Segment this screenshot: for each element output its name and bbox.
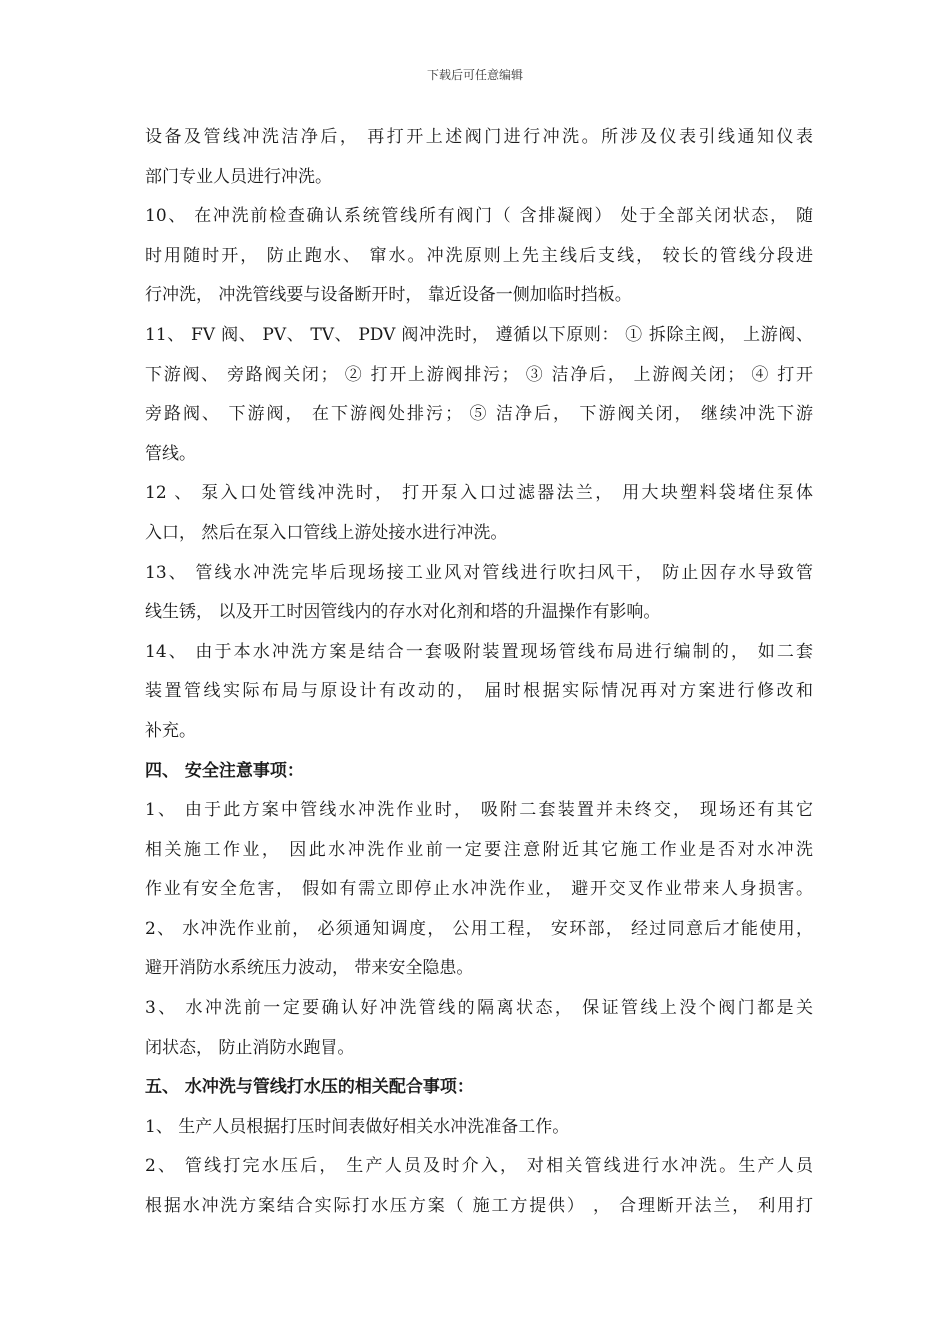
text-line: 3、 水冲洗前一定要确认好冲洗管线的隔离状态， 保证管线上没个阀门都是关 (145, 998, 813, 1019)
section-heading: 四、 安全注意事项： (145, 760, 304, 781)
text-line: 10、 在冲洗前检查确认系统管线所有阀门（ 含排凝阀） 处于全部关闭状态， 随 (145, 206, 813, 227)
document-body (145, 118, 813, 1227)
text-line: 11、 FV 阀、 PV、 TV、 PDV 阀冲洗时， 遵循以下原则： ① 拆除主阀， 上游阀、 (145, 324, 813, 345)
text-line: 2、 水冲洗作业前， 必须通知调度， 公用工程， 安环部， 经过同意后才能使用， (145, 918, 813, 939)
text-line: 下游阀、 旁路阀关闭； ② 打开上游阀排污； ③ 洁净后， 上游阀关闭； ④ 打开 (145, 364, 813, 385)
text-line: 行冲洗， 冲洗管线要与设备断开时， 靠近设备一侧加临时挡板。 (145, 285, 632, 306)
text-line: 14、 由于本水冲洗方案是结合一套吸附装置现场管线布局进行编制的， 如二套 (145, 641, 813, 662)
text-line: 管线。 (145, 443, 196, 464)
text-line: 2、 管线打完水压后， 生产人员及时介入， 对相关管线进行水冲洗。生产人员 (145, 1156, 813, 1177)
text-line: 1、 生产人员根据打压时间表做好相关水冲洗准备工作。 (145, 1116, 570, 1137)
text-line: 线生锈， 以及开工时因管线内的存水对化剂和塔的升温操作有影响。 (145, 602, 661, 623)
text-line: 根据水冲洗方案结合实际打水压方案（ 施工方提供） ， 合理断开法兰， 利用打 (145, 1196, 813, 1217)
text-line: 设备及管线冲洗洁净后， 再打开上述阀门进行冲洗。所涉及仪表引线通知仪表 (145, 127, 813, 147)
text-line: 作业有安全危害， 假如有需立即停止水冲洗作业， 避开交叉作业带来人身损害。 (145, 879, 813, 900)
text-line: 闭状态， 防止消防水跑冒。 (145, 1037, 355, 1058)
text-line: 避开消防水系统压力波动， 带来安全隐患。 (145, 958, 474, 979)
page-header: 下载后可任意编辑 (426, 68, 523, 82)
text-line: 时用随时开， 防止跑水、 窜水。冲洗原则上先主线后支线， 较长的管线分段进 (145, 245, 813, 266)
text-line: 装置管线实际布局与原设计有改动的， 届时根据实际情况再对方案进行修改和 (145, 681, 813, 702)
text-line: 补充。 (145, 720, 196, 741)
text-line: 相关施工作业， 因此水冲洗作业前一定要注意附近其它施工作业是否对水冲洗 (145, 839, 813, 860)
text-line: 旁路阀、 下游阀， 在下游阀处排污； ⑤ 洁净后， 下游阀关闭， 继续冲洗下游 (145, 404, 813, 425)
section-heading: 五、 水冲洗与管线打水压的相关配合事项： (145, 1077, 474, 1098)
text-line: 1、 由于此方案中管线水冲洗作业时， 吸附二套装置并未终交， 现场还有其它 (145, 800, 813, 821)
text-line: 12 、 泵入口处管线冲洗时， 打开泵入口过滤器法兰， 用大块塑料袋堵住泵体 (145, 483, 813, 504)
text-line: 入口， 然后在泵入口管线上游处接水进行冲洗。 (145, 522, 508, 543)
text-line: 部门专业人员进行冲洗。 (145, 166, 332, 187)
text-line: 13、 管线水冲洗完毕后现场接工业风对管线进行吹扫风干， 防止因存水导致管 (145, 562, 813, 583)
